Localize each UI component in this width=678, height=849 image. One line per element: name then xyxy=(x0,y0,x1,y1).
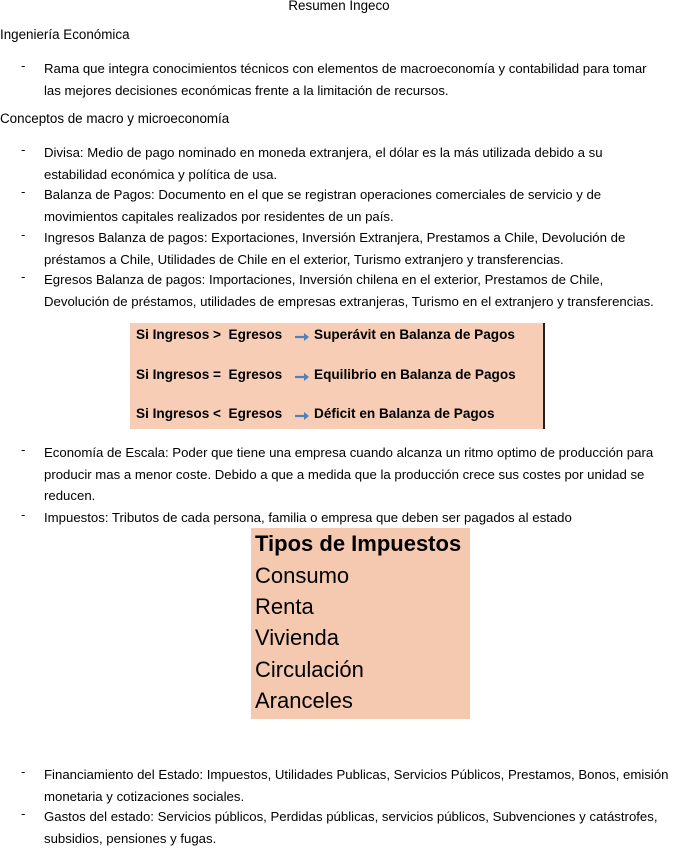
tax-item: Aranceles xyxy=(255,688,353,713)
bullet-text: Egresos Balanza de pagos: Importaciones, Inversión chilena en el exterior, Prestamos de Chile, Devolución de préstamos, utilidades de empresas extranjeras, Turismo en el extranjero y transferencias. xyxy=(44,272,654,309)
section-heading-ingenieria: Ingeniería Económica xyxy=(0,27,130,42)
bullet-dash: - xyxy=(21,184,26,199)
tax-item: Circulación xyxy=(255,657,364,682)
arrow-right-icon xyxy=(294,369,310,385)
arrow-right-icon xyxy=(294,329,310,345)
bullet-dash: - xyxy=(21,764,26,779)
bullet-dash: - xyxy=(21,507,26,522)
balance-result: Déficit en Balanza de Pagos xyxy=(314,406,495,421)
arrow-right-icon xyxy=(294,408,310,424)
bullet-dash: - xyxy=(21,58,26,73)
bullet-dash: - xyxy=(21,806,26,821)
document-title: Resumen Ingeco xyxy=(288,0,390,13)
bullet-text: Balanza de Pagos: Documento en el que se registran operaciones comerciales de servicio y de movimientos capitales realizados por residentes de un país. xyxy=(44,187,602,224)
bullet-dash: - xyxy=(21,142,26,157)
bullet-text: Financiamiento del Estado: Impuestos, Utilidades Publicas, Servicios Públicos, Prestamos, Bonos, emisión monetaria y cotizaciones sociales. xyxy=(44,767,669,804)
bullet-text: Ingresos Balanza de pagos: Exportaciones, Inversión Extranjera, Prestamos a Chile, Devolución de préstamos a Chile, Utilidades de Chile en el exterior, Turismo extranjero y transferencias. xyxy=(44,230,626,267)
bullet-text: Impuestos: Tributos de cada persona, familia o empresa que deben ser pagados al estado xyxy=(44,510,572,525)
bullet-text: Rama que integra conocimientos técnicos con elementos de macroeconomía y contabilidad para tomar las mejores decisiones económicas frente a la limitación de recursos. xyxy=(44,61,647,98)
tax-item: Vivienda xyxy=(255,625,339,650)
balance-condition: Si Ingresos > Egresos xyxy=(136,327,283,342)
bullet-dash: - xyxy=(21,269,26,284)
tax-item: Renta xyxy=(255,594,314,619)
bullet-text: Economía de Escala: Poder que tiene una empresa cuando alcanza un ritmo optimo de producción para producir mas a menor coste. Debido a que a medida que la producción crece sus costes por unidad se reducen. xyxy=(44,445,654,504)
balance-result: Superávit en Balanza de Pagos xyxy=(314,327,515,342)
bullet-text: Gastos del estado: Servicios públicos, Perdidas públicas, servicios públicos, Subvenciones y catástrofes, subsidios, pensiones y fugas. xyxy=(44,809,658,846)
bullet-dash: - xyxy=(21,442,26,457)
tax-types-box xyxy=(251,528,470,719)
bullet-text: Divisa: Medio de pago nominado en moneda extranjera, el dólar es la más utilizada debido a su estabilidad económica y política de usa. xyxy=(44,145,603,182)
balance-result: Equilibrio en Balanza de Pagos xyxy=(314,367,516,382)
balance-condition: Si Ingresos = Egresos xyxy=(136,367,283,382)
balance-conditions-box xyxy=(130,323,545,429)
tax-item: Consumo xyxy=(255,563,350,588)
section-heading-conceptos: Conceptos de macro y microeconomía xyxy=(0,111,230,126)
tax-types-title: Tipos de Impuestos xyxy=(255,531,462,556)
bullet-dash: - xyxy=(21,227,26,242)
balance-condition: Si Ingresos < Egresos xyxy=(136,406,283,421)
